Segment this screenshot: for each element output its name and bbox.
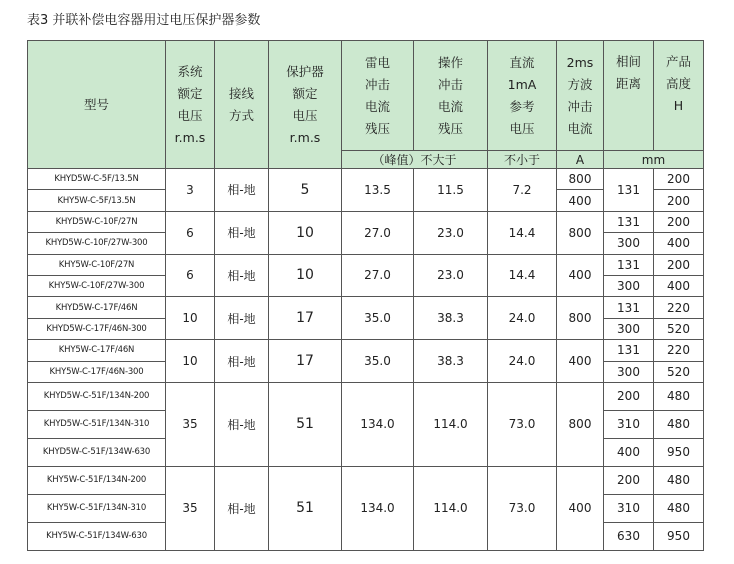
spacing-cell: 131 [604, 297, 654, 318]
rated-voltage-cell: 5 [269, 169, 342, 212]
system-voltage-cell: 3 [166, 169, 215, 212]
table-caption: 表3 并联补偿电容器用过电压保护器参数 [27, 13, 261, 28]
header-spacing: 相间 距离 [604, 41, 654, 151]
model-cell: KHY5W-C-10F/27N [28, 254, 166, 275]
spacing-cell: 131 [604, 254, 654, 275]
spacing-cell: 300 [604, 361, 654, 382]
rated-voltage-cell: 17 [269, 340, 342, 383]
model-cell: KHY5W-C-51F/134W-630 [28, 522, 166, 550]
square-wave-cell: 800 [557, 297, 604, 340]
spacing-cell: 630 [604, 522, 654, 550]
height-cell: 400 [654, 233, 704, 254]
header-system-voltage: 系统 额定 电压 r.m.s [166, 41, 215, 169]
table-row [28, 211, 704, 232]
model-cell: KHYD5W-C-51F/134N-310 [28, 410, 166, 438]
connection-cell: 相-地 [215, 466, 269, 550]
dc-reference-cell: 14.4 [488, 254, 557, 297]
spacing-cell: 131 [604, 169, 654, 212]
connection-cell: 相-地 [215, 254, 269, 297]
square-wave-cell: 400 [557, 340, 604, 383]
rated-voltage-cell: 10 [269, 211, 342, 254]
connection-cell: 相-地 [215, 382, 269, 466]
model-cell: KHY5W-C-17F/46N [28, 340, 166, 361]
header-mm-unit: mm [604, 151, 704, 169]
switching-residual-cell: 38.3 [414, 340, 488, 383]
square-wave-cell: 400 [557, 254, 604, 297]
model-cell: KHY5W-C-10F/27W-300 [28, 275, 166, 296]
height-cell: 480 [654, 382, 704, 410]
height-cell: 200 [654, 254, 704, 275]
model-cell: KHYD5W-C-51F/134N-200 [28, 382, 166, 410]
switching-residual-cell: 114.0 [414, 382, 488, 466]
height-cell: 950 [654, 522, 704, 550]
system-voltage-cell: 35 [166, 466, 215, 550]
connection-cell: 相-地 [215, 211, 269, 254]
system-voltage-cell: 35 [166, 382, 215, 466]
table-row [28, 466, 704, 494]
model-cell: KHY5W-C-51F/134N-310 [28, 494, 166, 522]
model-cell: KHY5W-C-51F/134N-200 [28, 466, 166, 494]
header-connection: 接线 方式 [215, 41, 269, 169]
header-height: 产品 高度 H [654, 41, 704, 151]
spacing-cell: 200 [604, 382, 654, 410]
header-peak-note: （峰值）不大于 [342, 151, 488, 169]
rated-voltage-cell: 10 [269, 254, 342, 297]
height-cell: 200 [654, 211, 704, 232]
lightning-residual-cell: 134.0 [342, 382, 414, 466]
dc-reference-cell: 24.0 [488, 297, 557, 340]
square-wave-cell: 400 [557, 190, 604, 211]
connection-cell: 相-地 [215, 297, 269, 340]
switching-residual-cell: 23.0 [414, 211, 488, 254]
rated-voltage-cell: 51 [269, 466, 342, 550]
rated-voltage-cell: 17 [269, 297, 342, 340]
dc-reference-cell: 73.0 [488, 466, 557, 550]
system-voltage-cell: 10 [166, 340, 215, 383]
connection-cell: 相-地 [215, 169, 269, 212]
table-row [28, 340, 704, 361]
header-lightning-residual: 雷电 冲击 电流 残压 [342, 41, 414, 151]
model-cell: KHYD5W-C-5F/13.5N [28, 169, 166, 190]
spacing-cell: 200 [604, 466, 654, 494]
switching-residual-cell: 11.5 [414, 169, 488, 212]
model-cell: KHYD5W-C-10F/27W-300 [28, 233, 166, 254]
switching-residual-cell: 23.0 [414, 254, 488, 297]
lightning-residual-cell: 134.0 [342, 466, 414, 550]
lightning-residual-cell: 27.0 [342, 211, 414, 254]
dc-reference-cell: 24.0 [488, 340, 557, 383]
height-cell: 220 [654, 340, 704, 361]
model-cell: KHY5W-C-5F/13.5N [28, 190, 166, 211]
spacing-cell: 300 [604, 318, 654, 339]
table-row [28, 254, 704, 275]
height-cell: 520 [654, 318, 704, 339]
system-voltage-cell: 6 [166, 254, 215, 297]
header-dc-reference: 直流 1mA 参考 电压 [488, 41, 557, 151]
model-cell: KHYD5W-C-17F/46N [28, 297, 166, 318]
lightning-residual-cell: 35.0 [342, 297, 414, 340]
height-cell: 200 [654, 169, 704, 190]
switching-residual-cell: 38.3 [414, 297, 488, 340]
connection-cell: 相-地 [215, 340, 269, 383]
model-cell: KHYD5W-C-10F/27N [28, 211, 166, 232]
header-rated-voltage: 保护器 额定 电压 r.m.s [269, 41, 342, 169]
dc-reference-cell: 7.2 [488, 169, 557, 212]
spacing-cell: 300 [604, 275, 654, 296]
spacing-cell: 310 [604, 494, 654, 522]
spacing-cell: 310 [604, 410, 654, 438]
header-square-wave: 2ms 方波 冲击 电流 [557, 41, 604, 151]
lightning-residual-cell: 13.5 [342, 169, 414, 212]
header-switching-residual: 操作 冲击 电流 残压 [414, 41, 488, 151]
switching-residual-cell: 114.0 [414, 466, 488, 550]
model-cell: KHY5W-C-17F/46N-300 [28, 361, 166, 382]
height-cell: 480 [654, 494, 704, 522]
header-dc-note: 不小于 [488, 151, 557, 169]
square-wave-cell: 800 [557, 169, 604, 190]
square-wave-cell: 800 [557, 211, 604, 254]
height-cell: 400 [654, 275, 704, 296]
header-row [28, 41, 704, 151]
rated-voltage-cell: 51 [269, 382, 342, 466]
spacing-cell: 400 [604, 438, 654, 466]
spacing-cell: 131 [604, 211, 654, 232]
model-cell: KHYD5W-C-17F/46N-300 [28, 318, 166, 339]
header-square-unit: A [557, 151, 604, 169]
table-row [28, 297, 704, 318]
spacing-cell: 300 [604, 233, 654, 254]
height-cell: 480 [654, 466, 704, 494]
square-wave-cell: 400 [557, 466, 604, 550]
dc-reference-cell: 73.0 [488, 382, 557, 466]
table-row [28, 169, 704, 190]
system-voltage-cell: 10 [166, 297, 215, 340]
lightning-residual-cell: 35.0 [342, 340, 414, 383]
header-model: 型号 [28, 41, 166, 169]
dc-reference-cell: 14.4 [488, 211, 557, 254]
system-voltage-cell: 6 [166, 211, 215, 254]
height-cell: 200 [654, 190, 704, 211]
height-cell: 220 [654, 297, 704, 318]
model-cell: KHYD5W-C-51F/134W-630 [28, 438, 166, 466]
spacing-cell: 131 [604, 340, 654, 361]
height-cell: 520 [654, 361, 704, 382]
height-cell: 480 [654, 410, 704, 438]
square-wave-cell: 800 [557, 382, 604, 466]
parameter-table [27, 40, 704, 551]
height-cell: 950 [654, 438, 704, 466]
lightning-residual-cell: 27.0 [342, 254, 414, 297]
table-row [28, 382, 704, 410]
